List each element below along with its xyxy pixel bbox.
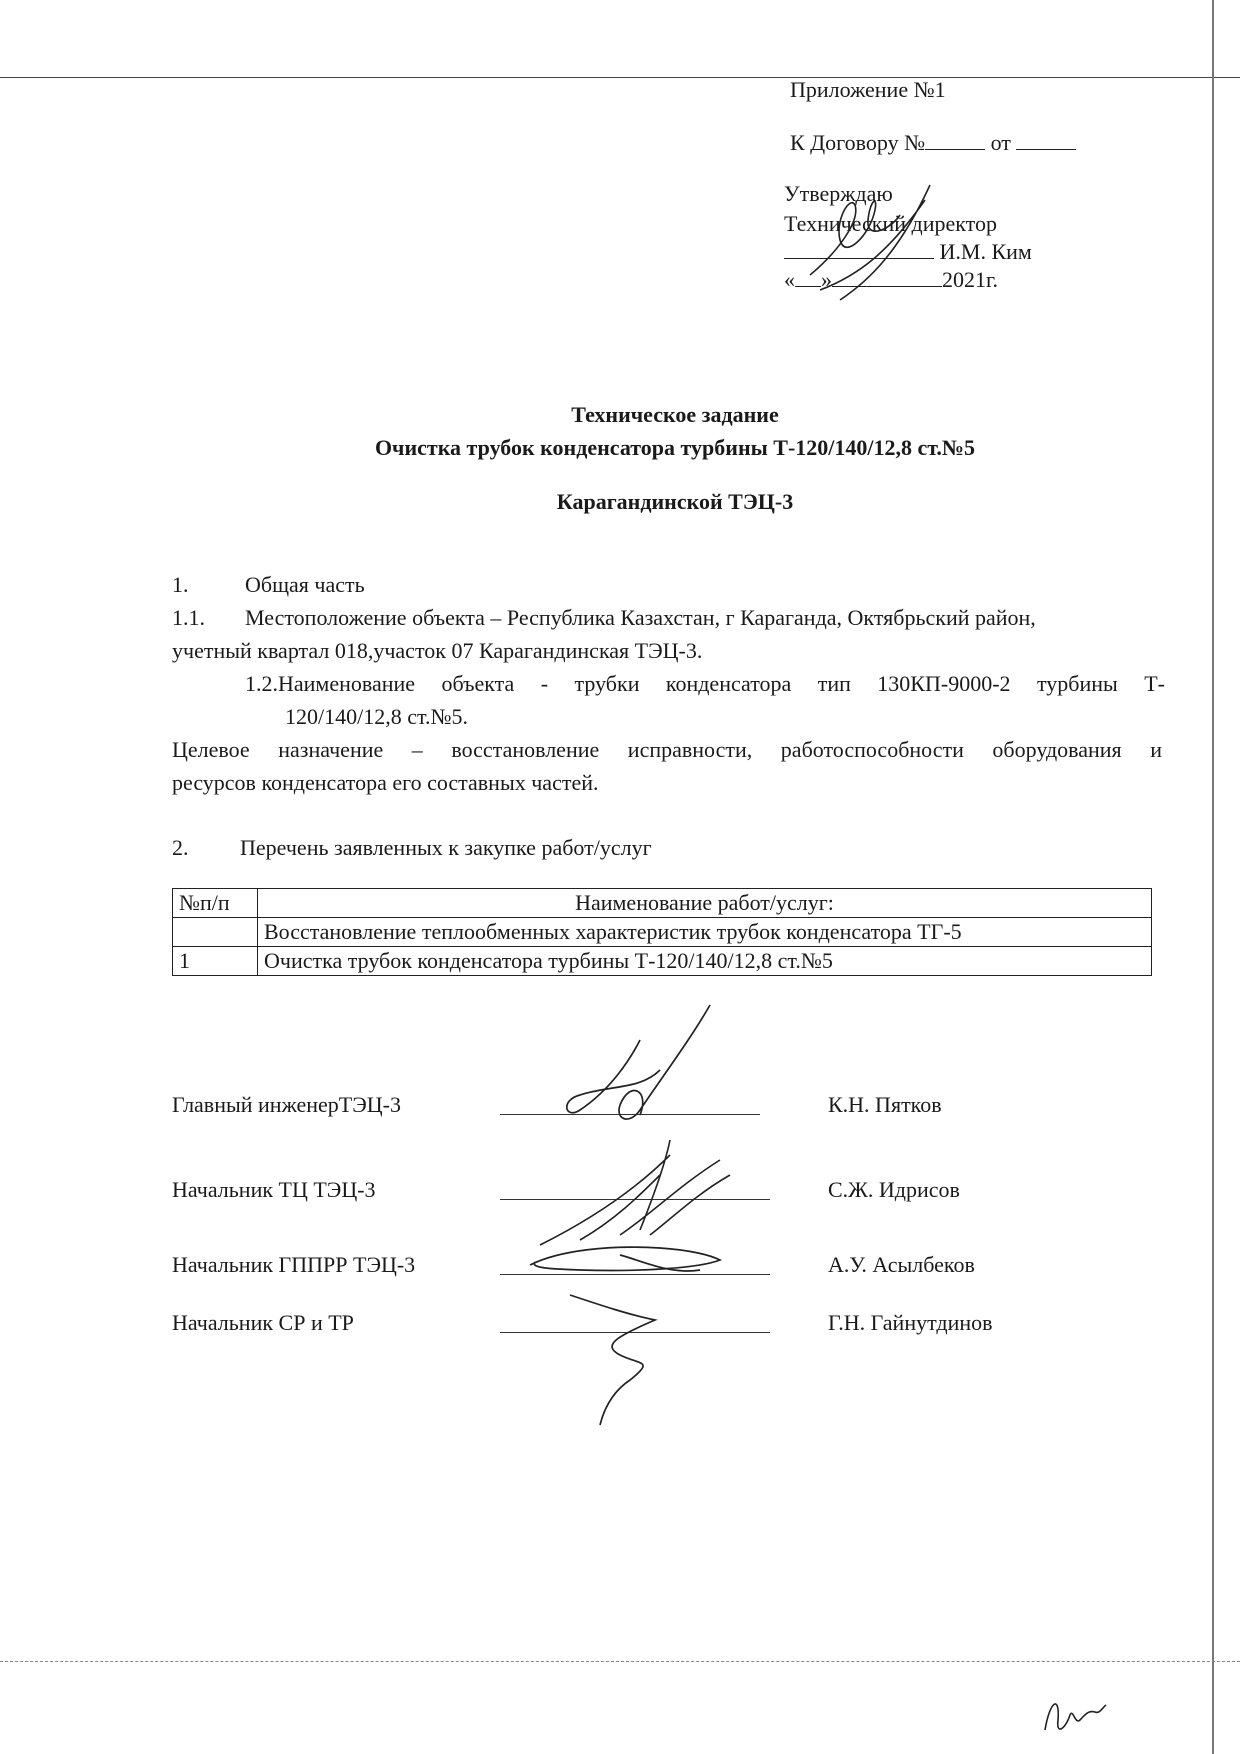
signatory-2-position: Начальник ТЦ ТЭЦ-3 <box>172 1177 376 1202</box>
section-1-1-number: 1.1. <box>172 605 205 630</box>
signatory-1-name: К.Н. Пятков <box>828 1092 942 1117</box>
section-1-1-line1: Местоположение объекта – Республика Казахстан, г Караганда, Октябрьский район, <box>245 605 1036 630</box>
approver-signature <box>800 180 940 310</box>
signatory-4-position: Начальник СР и ТР <box>172 1310 354 1335</box>
signatory-4-name: Г.Н. Гайнутдинов <box>828 1310 993 1335</box>
contract-from: от <box>990 130 1011 155</box>
table-header-name: Наименование работ/услуг: <box>258 889 1152 918</box>
purpose-line2: ресурсов конденсатора его составных частей. <box>172 770 599 795</box>
signatory-2-name: С.Ж. Идрисов <box>828 1177 960 1202</box>
table-row <box>173 947 1152 976</box>
signatory-3-name: А.У. Асылбеков <box>828 1252 975 1277</box>
section-1-title: Общая часть <box>245 572 365 597</box>
section-2-number: 2. <box>172 835 189 860</box>
section-1-number: 1. <box>172 572 189 597</box>
section-1-1-line2: учетный квартал 018,участок 07 Карагандинская ТЭЦ-3. <box>172 638 703 663</box>
doc-title: Техническое задание <box>571 402 779 427</box>
table-header-num: №п/п <box>173 889 258 918</box>
date-year: 2021г. <box>942 267 999 292</box>
table-header-row <box>173 889 1152 918</box>
signatory-1-position: Главный инженерТЭЦ-3 <box>172 1092 401 1117</box>
scan-top-border <box>0 77 1240 78</box>
signature-1 <box>520 1000 740 1130</box>
section-1-2-line2: 120/140/12,8 ст.№5. <box>285 704 468 729</box>
scan-right-border <box>1212 0 1214 1754</box>
table-cell-num <box>173 918 258 947</box>
date-quote-close: » <box>821 267 832 292</box>
section-2-title: Перечень заявленных к закупке работ/услуг <box>240 835 652 860</box>
section-1-2-line1: 1.2.Наименование объекта - трубки конденсатора тип 130КП-9000-2 турбины Т- <box>245 671 1165 696</box>
works-table <box>172 888 1152 976</box>
signatory-3-position: Начальник ГППРР ТЭЦ-3 <box>172 1252 416 1277</box>
table-cell-name: Восстановление теплообменных характеристик трубок конденсатора ТГ-5 <box>258 918 1152 947</box>
approve-label: Утверждаю <box>784 181 893 206</box>
appendix-label: Приложение №1 <box>790 77 946 102</box>
signature-4 <box>560 1290 680 1430</box>
purpose-line1: Целевое назначение – восстановление исправности, работоспособности оборудования и <box>172 737 1162 762</box>
table-cell-num: 1 <box>173 947 258 976</box>
approver-position: Технический директор <box>784 211 997 236</box>
contract-reference <box>790 130 1076 156</box>
table-cell-name: Очистка трубок конденсатора турбины Т-120/140/12,8 ст.№5 <box>258 947 1152 976</box>
contract-date-blank <box>1016 131 1076 150</box>
scan-bottom-border <box>0 1661 1240 1663</box>
contract-prefix: К Договору № <box>790 130 926 155</box>
table-row <box>173 918 1152 947</box>
signature-3 <box>520 1230 740 1290</box>
doc-subtitle-plant: Карагандинской ТЭЦ-3 <box>556 489 794 514</box>
initials-signature <box>1040 1690 1110 1740</box>
date-quote-open: « <box>784 267 795 292</box>
contract-number-blank <box>925 131 985 150</box>
approver-name: И.М. Ким <box>939 239 1032 264</box>
doc-subtitle: Очистка трубок конденсатора турбины Т-120/140/12,8 ст.№5 <box>374 435 976 460</box>
